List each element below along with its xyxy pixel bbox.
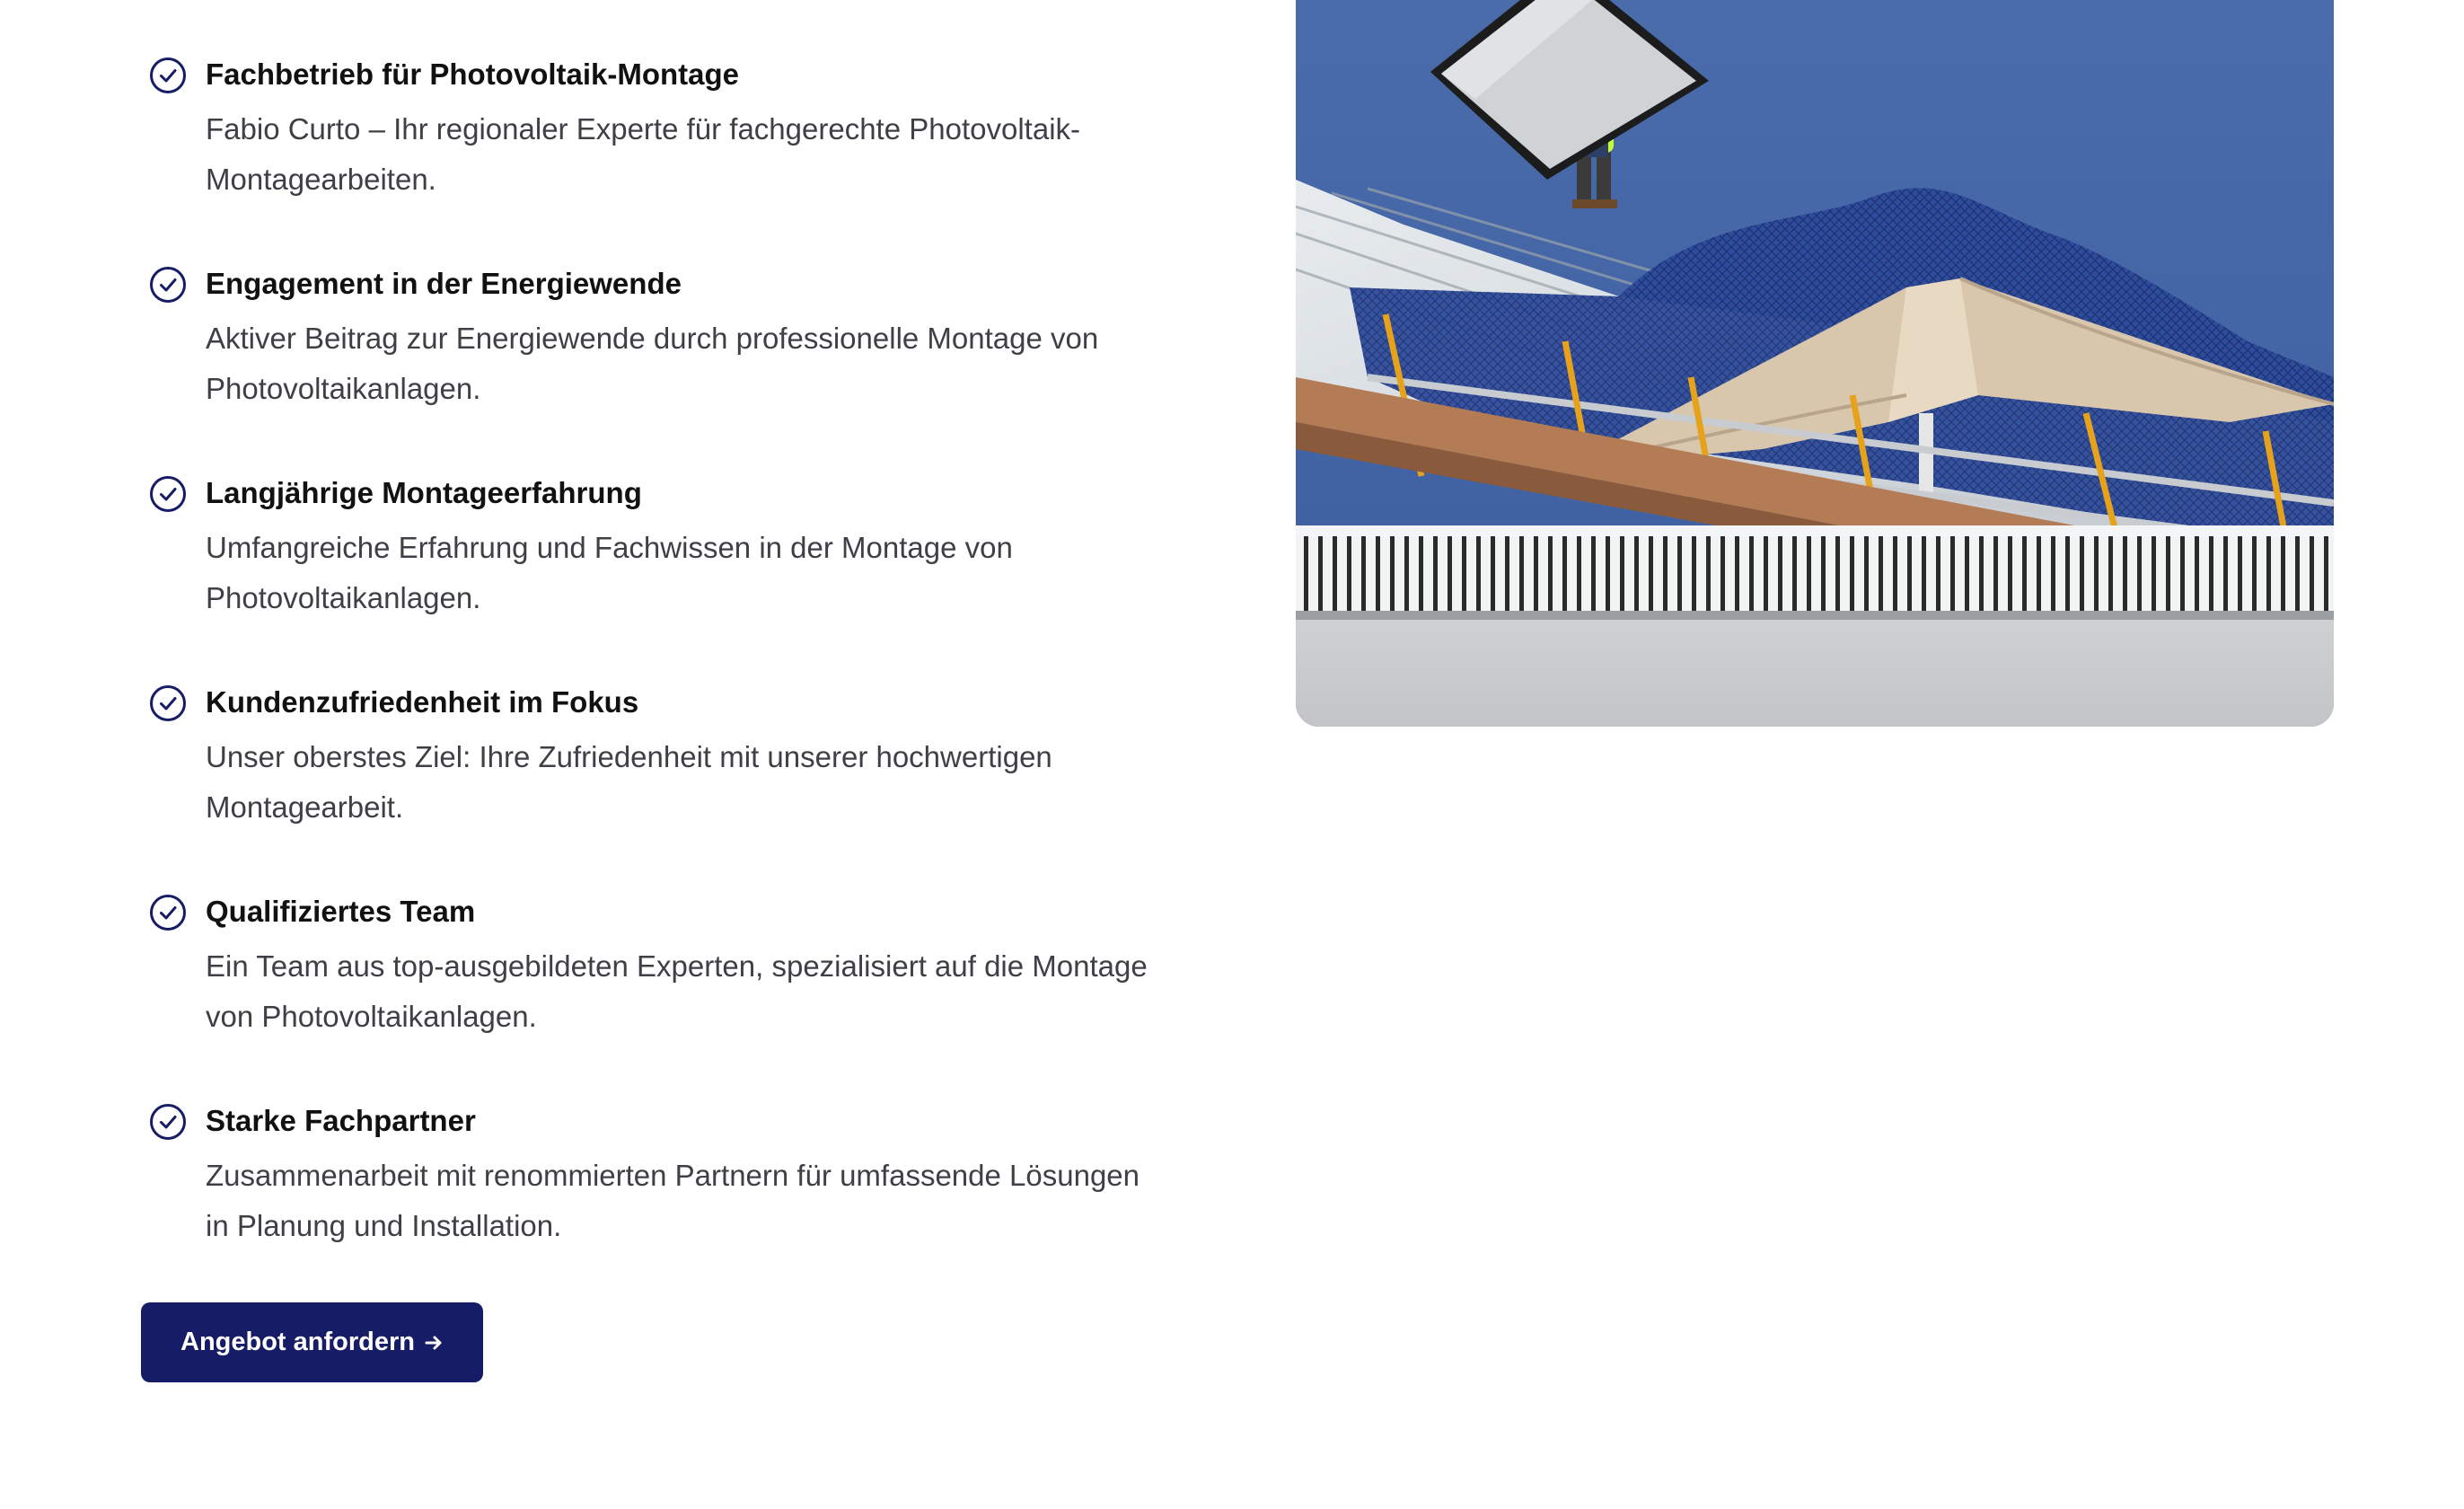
check-circle-icon — [149, 475, 187, 513]
feature-description: Fabio Curto – Ihr regionaler Experte für fachgerechte Photovoltaik-Montagearbeiten. — [206, 112, 1081, 196]
feature-title: Kundenzufriedenheit im Fokus — [206, 685, 639, 719]
check-circle-icon — [149, 894, 187, 931]
arrow-right-icon — [424, 1333, 444, 1353]
feature-item — [149, 1100, 1140, 1310]
feature-item — [149, 54, 1092, 263]
feature-description: Zusammenarbeit mit renommierten Partnern für umfassende Lösungen in Planung und Installation. — [206, 1159, 1140, 1242]
feature-description: Umfangreiche Erfahrung und Fachwissen in der Montage von Photovoltaikanlagen. — [206, 531, 1013, 614]
feature-title: Qualifiziertes Team — [206, 895, 476, 928]
feature-item — [149, 472, 1092, 682]
feature-item — [149, 682, 1092, 891]
check-circle-icon — [149, 57, 187, 94]
check-circle-icon — [149, 684, 187, 722]
hero-photo — [1296, 0, 2334, 727]
feature-description: Unser oberstes Ziel: Ihre Zufriedenheit mit unserer hochwertigen Montagearbeit. — [206, 740, 1052, 824]
feature-title: Langjährige Montageerfahrung — [206, 476, 642, 509]
request-quote-button[interactable] — [141, 1302, 483, 1382]
feature-title: Fachbetrieb für Photovoltaik-Montage — [206, 57, 740, 91]
feature-title: Engagement in der Energiewende — [206, 267, 682, 300]
check-circle-icon — [149, 266, 187, 304]
feature-item — [149, 263, 1099, 472]
feature-description: Aktiver Beitrag zur Energiewende durch professionelle Montage von Photovoltaikanlagen. — [206, 322, 1099, 405]
cta-label: Angebot anfordern — [180, 1328, 415, 1356]
feature-item — [149, 891, 1148, 1100]
feature-list — [149, 54, 1148, 1310]
feature-description: Ein Team aus top-ausgebildeten Experten, spezialisiert auf die Montage von Photovoltaikanlagen. — [206, 949, 1148, 1033]
feature-title: Starke Fachpartner — [206, 1104, 476, 1137]
check-circle-icon — [149, 1103, 187, 1141]
